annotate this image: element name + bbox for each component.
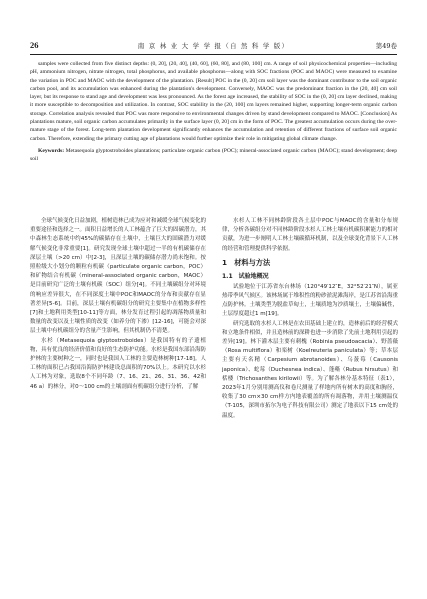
keywords-label: Keywords: xyxy=(38,147,65,154)
page-number: 26 xyxy=(30,40,39,50)
abstract-paragraph: samples were collected from five distinct depths: (0, 20], (20, 40], (40, 60], (60, 80], and (80, 100] cm. A range of soil physicochemical properties—including pH, ammonium nitrogen, nitrate nitrogen, total phosphorus, and available phosphorus—along with SOC fractions (POC and MAOC) were measured to examine the variation in POC and MAOC with the development of the plantation. [Result] POC in the (0, 20] cm soil layer was the dominant contributor to the soil organic carbon pool, and its accumulation was enhanced during the plantation's development. Conversely, MAOC was the predominant fraction in the (20, 40] cm soil layer, but its response to stand age and development was less pronounced. As the forest age increased, the stability of SOC in the (0, 20] cm layer declined, making it more susceptible to decomposition and utilization. In contrast, SOC stability in the (20, 100] cm layers remained higher, supporting longer-term organic carbon storage. Correlation analysis revealed that POC was more responsive to environmental changes driven by stand development compared to MAOC. [Conclusion] As plantations mature, soil organic carbon accumulates primarily in the surface layer (0, 20] cm in the form of POC. The greatest accumulation occurs during the over-mature stage of the forest. Long-term plantation development significantly enhances the accumulation and retention of different fractions of surface soil organic carbon. Therefore, extending the primary cutting age of plantations would further optimize their role in mitigating global climate change. xyxy=(30,61,397,142)
site-paragraph-1: 试验地位于江苏省东台林场（120°49′12″E，32°52′21″N），属亚热带季风气候区。该林场属于堆积性的粉砂淤泥滩海岸，是江苏省沿海重点防护林。土壤类型为脱盐草甸土，土壤质地为沙质壤土，土壤偏碱性，土层厚度超过1 m[19]。 xyxy=(222,283,399,318)
keywords-text: Metasequoia glyptostroboides plantations; particulate organic carbon (POC); mineral-associated organic carbon (MAOC); stand development; deep soil xyxy=(30,147,397,163)
english-abstract xyxy=(30,60,397,164)
site-paragraph-2: 研究选取的水杉人工林是在农田基础上建立的，造林前后的经营模式和立地条件相似，并且造林前的深耕也进一步消除了先前土地利用引起的差异[19]。林下灌木层主要有刺槐（Robinia pseudoacacia）、野蔷薇（Rosa multiflora）和栾树（Koelreuteria paniculata）等；草本层主要有天名精（Carpesium abrotanoides）、乌蔹莓（Causonis japonica）、蛇莓（Duchesnea indica）、蓬蘽（Rubus hirsutus）和栝楼（Trichosanthes kirilowii）等。为了解各林分基本特征（表1），2023年1月分别用测高仪和卷尺测量了样地内所有树木的高度和胸径，收集了30 cm×30 cm样方内地表覆盖的所有凋落物，并用土壤测温仪（T-105，深圳市拓尔为电子科技有限公司）测定了地表以下15 cm处的温度。 xyxy=(222,320,399,419)
journal-title: 南 京 林 业 大 学 学 报（自 然 科 学 版） xyxy=(137,42,290,50)
intro-paragraph-2: 水杉（Metasequoia glyptostroboides）是我国特有的子遗植物，具有优良的经济价值和良好的生态防护功能。水杉是我国东部沿海防护林的主要树种之一，同时也是我国人工林的主要造林树种[17-18]。人工林的面积已占我国沿海防护林建设总面积的70%以上。本研究以水杉人工林为对象，选取8个不同年龄（7、16、21、26、31、36、42和46 a）的林分，对0～100 cm的土壤剖面有机碳组分进行分析，了解 xyxy=(30,337,207,390)
keywords-line xyxy=(30,147,397,164)
intro-paragraph-3: 水杉人工林不同林龄阶段各土层中POC与MAOC的含量和分布规律，分析各碳组分对不同林龄阶段水杉人工林土壤有机碳积累能力的相对贡献，为进一步阐明人工林土壤碳循环机制，以及全球变化背景下人工林的经营和管理提供科学依据。 xyxy=(222,218,399,252)
section-title-methods: 1 材料与方法 xyxy=(222,257,271,267)
left-column xyxy=(30,217,206,392)
volume-label: 第49卷 xyxy=(375,42,397,50)
right-column xyxy=(222,217,398,421)
running-head xyxy=(30,40,397,55)
subsection-title-site: 1.1 试验地概况 xyxy=(222,272,269,280)
intro-paragraph-1: 全球气候变化日益加剧，植树造林已成为应对和减缓全球气候变化的重要途径和选择之一。面积日益增长的人工林蕴含了巨大的固碳潜力，其中森林生态系统中约45%的碳储存在土壤中，土壤巨大的固碳潜力对缓解气候变化非常重要[1]。研究发现全球土壤中超过一半的有机碳储存在深层土壤（>20 cm）中[2-3]，且深层土壤的碳储存潜力尚未饱和。按照粒级大小划分的颗粒有机碳（particulate organic carbon，POC）和矿物结合有机碳（mineral-associated organic carbon，MAOC）是目前研究广泛的土壤有机碳（SOC）组分[4]。不同土壤碳组分对环境的响应差异很大，在不同深度土壤中POC和MAOC的分布和贡献存在显著差异[5-6]。目前，深层土壤有机碳组分的研究主要集中在植物多样性[7]和土地利用类型[10-11]等方面，林分发育过程引起的凋落物质量和数量的改变以及土壤性质的改变（如养分的下渗）[12-16]，可能会对深层土壤中有机碳组分的含量产生影响，但其机制仍不清楚。 xyxy=(30,218,207,335)
